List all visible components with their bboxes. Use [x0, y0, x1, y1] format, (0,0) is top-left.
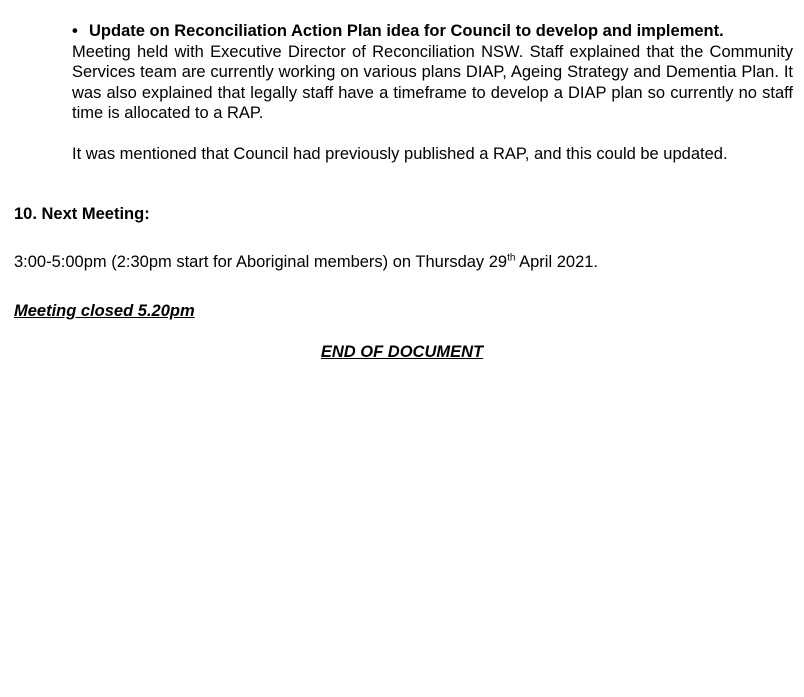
date-ordinal-suffix: th	[507, 252, 516, 264]
next-meeting-time	[14, 252, 598, 273]
agenda-item-paragraph-1: Meeting held with Executive Director of Reconciliation NSW. Staff explained that the Community Services team are currently working on various plans DIAP, Ageing Strategy and Dementia Plan. It was also explained that legally staff have a timeframe to develop a DIAP plan so currently no staff time is allocated to a RAP.	[72, 42, 793, 122]
end-of-document: END OF DOCUMENT	[320, 343, 484, 361]
bullet-icon: •	[72, 22, 78, 40]
next-meeting-time-text: 3:00-5:00pm (2:30pm start for Aboriginal members) on Thursday 29	[14, 253, 508, 271]
agenda-item-heading-text: Update on Reconciliation Action Plan idea for Council to develop and implement.	[89, 22, 724, 40]
agenda-item-paragraph-2: It was mentioned that Council had previously published a RAP, and this could be updated.	[72, 144, 728, 163]
agenda-item-reconciliation	[72, 21, 793, 164]
next-meeting-heading: 10. Next Meeting:	[14, 205, 150, 223]
meeting-closed-note: Meeting closed 5.20pm	[14, 302, 195, 320]
agenda-item-heading	[72, 21, 793, 42]
next-meeting-month-year: April 2021.	[515, 253, 599, 271]
